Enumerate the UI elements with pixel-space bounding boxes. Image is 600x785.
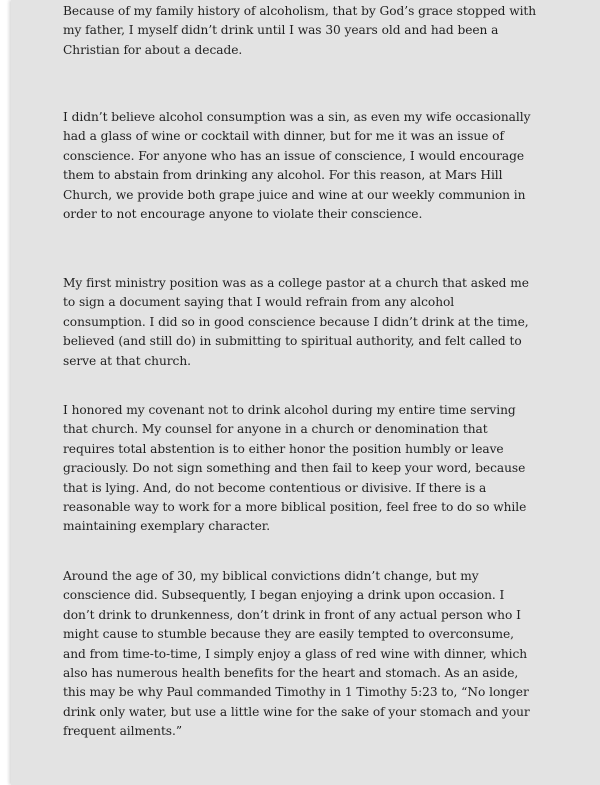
paragraph-age-thirty: Around the age of 30, my biblical convictions didn’t change, but my conscience did. Subsequently, I began enjoying a drink upon occasion. I don’t drink to drunkenness, don’t drink in front of any actual person who I might cause to stumble because they are easily tempted to overconsume, and from time-to-time, I simply enjoy a glass of red wine with dinner, which also has numerous health benefits for the heart and stomach. As an aside, this may be why Paul commanded Timothy in 1 Timothy 5:23 to, “No longer drink only water, but use a little wine for the sake of your stomach and your frequent ailments.” — [63, 569, 530, 739]
paragraph-family-history: Because of my family history of alcoholism, that by God’s grace stopped with my father, I myself didn’t drink until I was 30 years old and had been a Christian for about a decade. — [63, 4, 537, 57]
document-page — [11, 0, 600, 785]
paragraph-conscience: I didn’t believe alcohol consumption was a sin, as even my wife occasionally had a glass of wine or cocktail with dinner, but for me it was an issue of conscience. For anyone who has an issue of conscience, I would encourage them to abstain from drinking any alcohol. For this reason, at Mars Hill Church, we provide both grape juice and wine at our weekly communion in order to not encourage anyone to violate their conscience. — [63, 110, 531, 222]
paragraph-covenant: I honored my covenant not to drink alcohol during my entire time serving that church. My counsel for anyone in a church or denomination that requires total abstention is to either honor the position humbly or leave graciously. Do not sign something and then fail to keep your word, because that is lying. And, do not become contentious or divisive. If there is a reasonable way to work for a more biblical position, feel free to do so while maintaining exemplary character. — [63, 403, 527, 534]
paragraph-first-ministry: My first ministry position was as a college pastor at a church that asked me to sign a document saying that I would refrain from any alcohol consumption. I did so in good conscience because I didn’t drink at the time, believed (and still do) in submitting to spiritual authority, and felt called to serve at that church. — [63, 276, 529, 368]
